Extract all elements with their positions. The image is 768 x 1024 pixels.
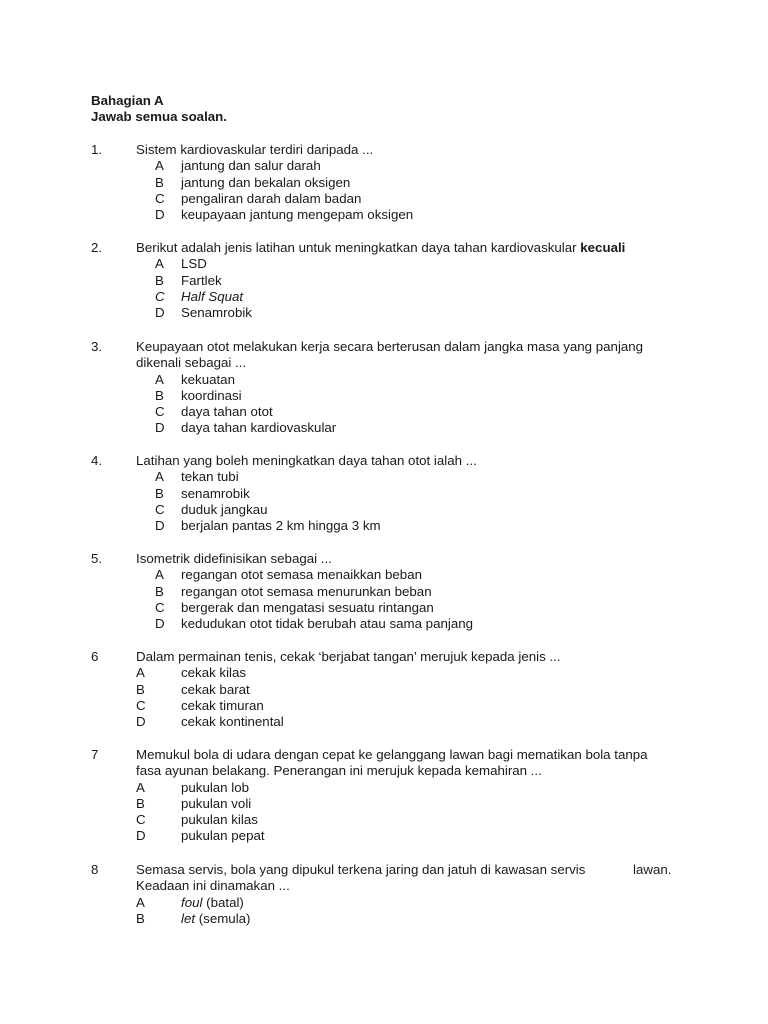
option-text: duduk jangkau (181, 501, 268, 517)
question-stem: Keupayaan otot melakukan kerja secara berterusan dalam jangka masa yang panjang dikenali sebagai ... (136, 339, 644, 371)
option-text: kekuatan (181, 371, 235, 387)
option-text: keupayaan jantung mengepam oksigen (181, 207, 414, 223)
option-text: pukulan kilas (181, 812, 258, 828)
question-1 (0, 142, 768, 223)
option-letter: B (155, 387, 164, 403)
question-stem: Latihan yang boleh meningkatkan daya tahan otot ialah ... (136, 453, 477, 468)
option-gloss: (batal) (206, 894, 244, 910)
option-letter: C (155, 599, 165, 615)
question-3 (0, 339, 768, 437)
option-text: LSD (181, 256, 207, 272)
question-stem-emphasis: kecuali (580, 240, 626, 255)
question-number: 8 (91, 862, 99, 877)
option-letter: D (136, 714, 146, 730)
option-b (0, 273, 768, 289)
question-4 (0, 453, 768, 534)
option-text: kedudukan otot tidak berubah atau sama panjang (181, 616, 474, 632)
question-number: 7 (91, 747, 99, 762)
option-text (181, 895, 244, 911)
question-number: 4. (91, 453, 103, 468)
option-letter: C (136, 697, 146, 713)
question-5 (0, 551, 768, 632)
option-a (0, 895, 768, 911)
option-letter: C (136, 812, 146, 828)
question-8 (0, 862, 768, 927)
option-letter: B (155, 174, 164, 190)
question-number: 1. (91, 142, 103, 157)
option-term: foul (181, 894, 203, 910)
question-7 (0, 747, 768, 845)
option-letter: C (155, 501, 165, 517)
question-stem: Isometrik didefinisikan sebagai ... (136, 551, 332, 566)
option-text: senamrobik (181, 485, 250, 501)
option-letter: D (136, 828, 146, 844)
question-6 (0, 649, 768, 730)
option-a (0, 469, 768, 485)
option-letter: A (136, 665, 145, 681)
option-text: cekak kontinental (181, 714, 284, 730)
option-d (0, 420, 768, 436)
option-c (0, 600, 768, 616)
option-text: Half Squat (181, 288, 244, 304)
option-text: koordinasi (181, 387, 242, 403)
option-letter: B (155, 485, 164, 501)
option-c (0, 404, 768, 420)
option-letter: B (155, 272, 164, 288)
option-letter: A (155, 371, 164, 387)
option-letter: B (155, 583, 164, 599)
option-letter: A (155, 567, 164, 583)
option-text: Senamrobik (181, 305, 252, 321)
question-number: 3. (91, 339, 103, 354)
option-a (0, 158, 768, 174)
option-d (0, 305, 768, 321)
option-text: pukulan voli (181, 795, 252, 811)
option-b (0, 682, 768, 698)
question-2 (0, 240, 768, 321)
option-a (0, 256, 768, 272)
question-stem-text: Semasa servis, bola yang dipukul terkena jaring dan jatuh di kawasan servis (136, 862, 586, 877)
question-stem-line-2: Keadaan ini dinamakan ... (136, 878, 290, 894)
question-stem-text: Berikut adalah jenis latihan untuk meningkatkan daya tahan kardiovaskular (136, 240, 577, 255)
option-text: cekak timuran (181, 697, 264, 713)
question-stem: Sistem kardiovaskular terdiri daripada ... (136, 142, 374, 157)
option-b (0, 486, 768, 502)
option-text: daya tahan kardiovaskular (181, 420, 337, 436)
question-stem: Dalam permainan tenis, cekak ‘berjabat tangan’ merujuk kepada jenis ... (136, 649, 561, 664)
question-number: 6 (91, 649, 99, 664)
question-stem (136, 240, 696, 256)
option-letter: D (155, 518, 165, 534)
option-letter: A (136, 779, 145, 795)
option-d (0, 714, 768, 730)
option-text: regangan otot semasa menaikkan beban (181, 567, 422, 583)
question-stem-line-1 (136, 862, 676, 878)
option-gloss: (semula) (198, 910, 251, 926)
option-text: regangan otot semasa menurunkan beban (181, 583, 432, 599)
option-letter: B (136, 795, 145, 811)
option-text: tekan tubi (181, 469, 239, 485)
option-text: berjalan pantas 2 km hingga 3 km (181, 518, 381, 534)
option-b (0, 175, 768, 191)
option-letter: C (155, 190, 165, 206)
option-text: jantung dan salur darah (181, 158, 321, 174)
option-letter: C (155, 404, 165, 420)
option-letter: C (155, 288, 165, 304)
option-a (0, 372, 768, 388)
option-d (0, 518, 768, 534)
option-term: let (181, 910, 196, 926)
option-text: pukulan pepat (181, 828, 265, 844)
option-text: cekak barat (181, 681, 250, 697)
option-letter: D (155, 207, 165, 223)
option-text: cekak kilas (181, 665, 247, 681)
option-letter: B (136, 910, 145, 926)
option-text (181, 911, 250, 927)
option-letter: D (155, 420, 165, 436)
section-instruction: Jawab semua soalan. (91, 109, 227, 124)
question-number: 2. (91, 240, 103, 255)
option-d (0, 207, 768, 223)
option-c (0, 502, 768, 518)
option-a (0, 665, 768, 681)
option-c (0, 191, 768, 207)
option-b (0, 796, 768, 812)
option-c (0, 698, 768, 714)
option-text: jantung dan bekalan oksigen (181, 174, 351, 190)
option-b (0, 388, 768, 404)
option-d (0, 616, 768, 632)
option-a (0, 780, 768, 796)
question-stem-end: lawan. (633, 862, 672, 877)
section-title: Bahagian A (91, 93, 164, 108)
option-letter: A (155, 469, 164, 485)
option-letter: D (155, 305, 165, 321)
option-letter: A (155, 256, 164, 272)
option-c (0, 812, 768, 828)
option-letter: D (155, 616, 165, 632)
option-text: pengaliran darah dalam badan (181, 190, 362, 206)
option-letter: B (136, 681, 145, 697)
question-number: 5. (91, 551, 103, 566)
option-letter: A (155, 158, 164, 174)
option-text: Fartlek (181, 272, 222, 288)
option-b (0, 911, 768, 927)
option-b (0, 584, 768, 600)
option-c (0, 289, 768, 305)
question-stem: Memukul bola di udara dengan cepat ke gelanggang lawan bagi mematikan bola tanpa fasa ayunan belakang. Penerangan ini merujuk kepada kemahiran ... (136, 747, 648, 779)
option-letter: A (136, 894, 145, 910)
option-text: bergerak dan mengatasi sesuatu rintangan (181, 599, 434, 615)
option-d (0, 828, 768, 844)
option-text: pukulan lob (181, 779, 250, 795)
option-text: daya tahan otot (181, 404, 273, 420)
option-a (0, 567, 768, 583)
